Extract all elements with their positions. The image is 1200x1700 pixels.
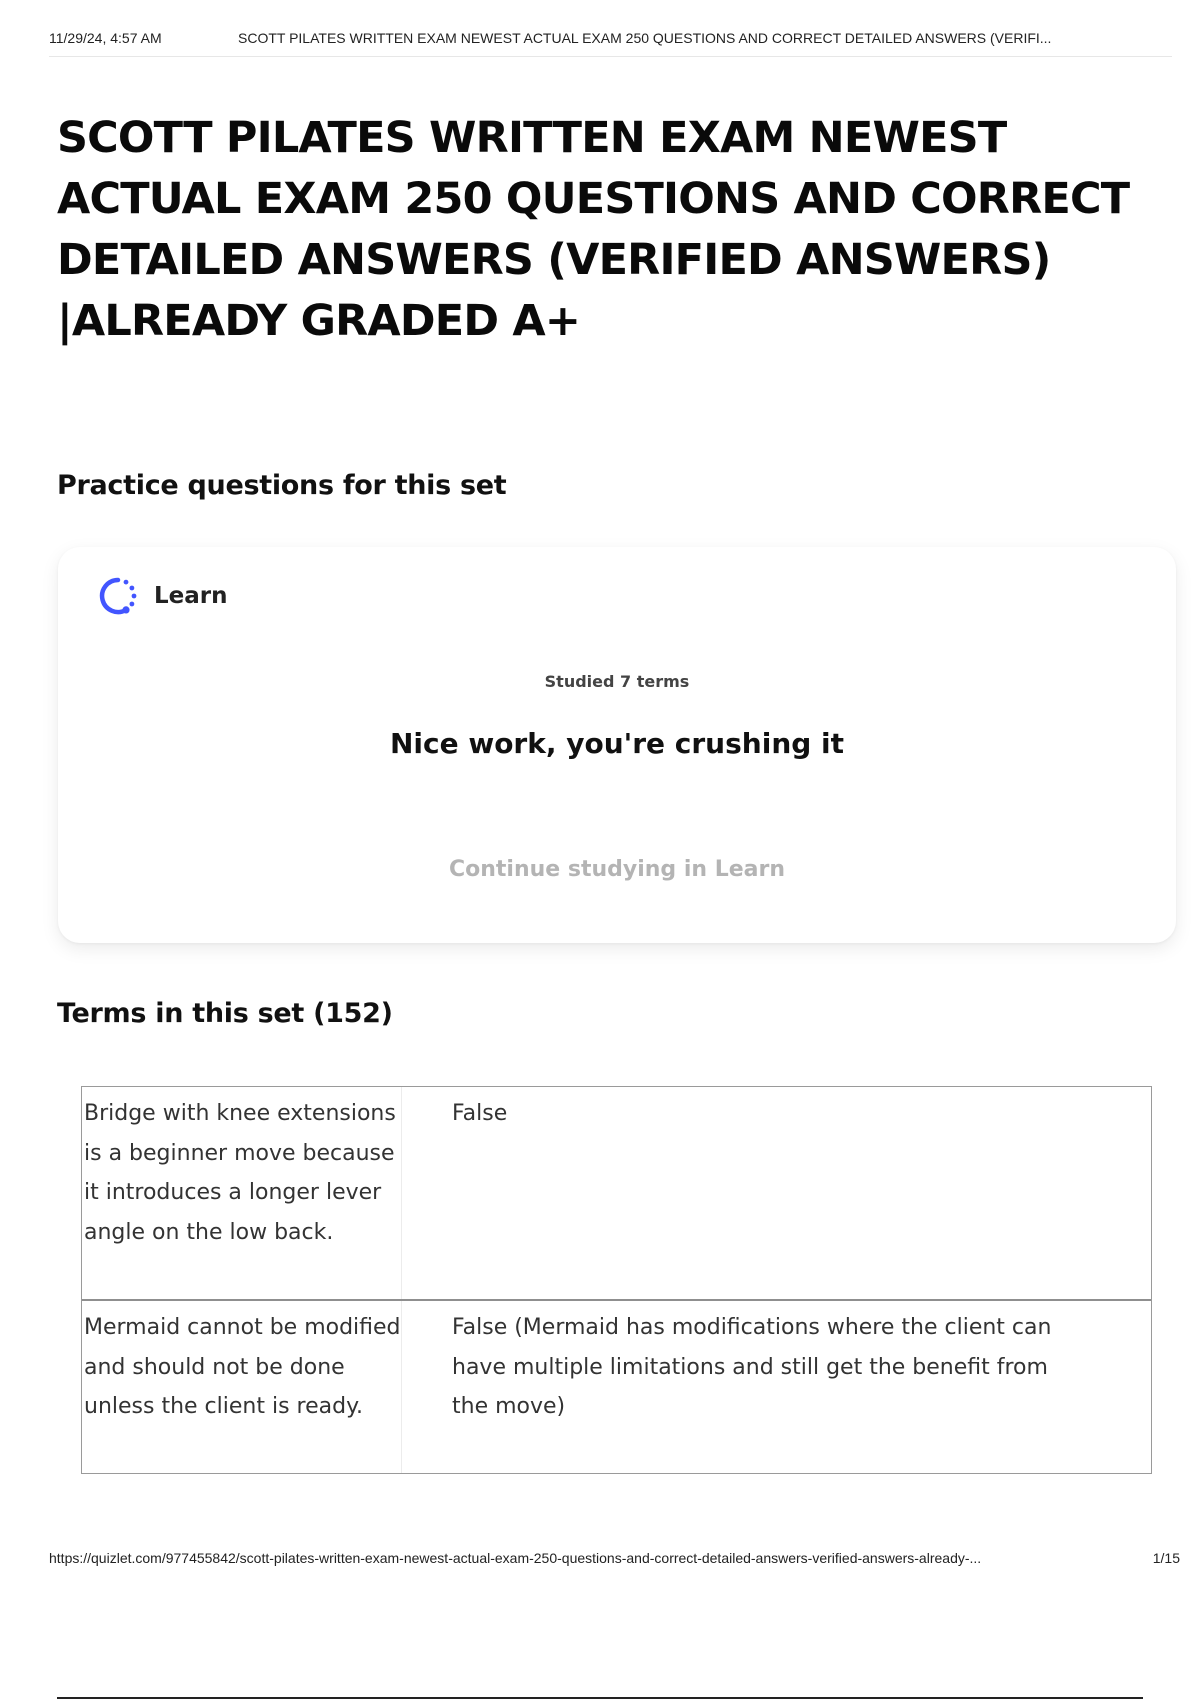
terms-table bbox=[81, 1086, 1152, 1474]
progress-message: Nice work, you're crushing it bbox=[389, 727, 845, 760]
header-divider bbox=[49, 56, 1172, 57]
definition-text: False (Mermaid has modifications where the client can have multiple limitations and still get the benefit from the move) bbox=[452, 1315, 1052, 1419]
continue-learn-link[interactable]: Continue studying in Learn bbox=[448, 857, 785, 882]
print-header bbox=[49, 30, 1180, 50]
learn-progress-icon bbox=[96, 574, 140, 618]
term-text: Bridge with knee extensions is a beginner move because it introduces a longer lever angle on the low back. bbox=[82, 1087, 402, 1299]
bottom-divider bbox=[57, 1697, 1143, 1699]
print-doc-title: SCOTT PILATES WRITTEN EXAM NEWEST ACTUAL EXAM 250 QUESTIONS AND CORRECT DETAILED ANSWERS (VERIFI... bbox=[238, 30, 1052, 46]
definition-text: False bbox=[452, 1101, 508, 1126]
page-title: SCOTT PILATES WRITTEN EXAM NEWEST ACTUAL EXAM 250 QUESTIONS AND CORRECT DETAILED ANSWERS (VERIFIED ANSWERS) |ALREADY GRADED A+ bbox=[57, 113, 1130, 346]
print-datetime: 11/29/24, 4:57 AM bbox=[49, 30, 162, 46]
page-url: https://quizlet.com/977455842/scott-pilates-written-exam-newest-actual-exam-250-questions-and-correct-detailed-answers-verified-answers-already-... bbox=[49, 1550, 982, 1566]
print-footer bbox=[49, 1550, 1180, 1570]
learn-card bbox=[58, 547, 1176, 943]
learn-header[interactable] bbox=[96, 574, 228, 618]
terms-section-heading: Terms in this set (152) bbox=[57, 998, 393, 1029]
term-text: Mermaid cannot be modified and should not be done unless the client is ready. bbox=[82, 1301, 402, 1473]
table-row bbox=[82, 1299, 1151, 1473]
studied-count-text: Studied 7 terms bbox=[544, 672, 690, 691]
practice-section-heading: Practice questions for this set bbox=[57, 470, 507, 501]
table-row bbox=[82, 1087, 1151, 1299]
learn-label: Learn bbox=[154, 583, 228, 609]
page-number: 1/15 bbox=[1152, 1550, 1180, 1566]
